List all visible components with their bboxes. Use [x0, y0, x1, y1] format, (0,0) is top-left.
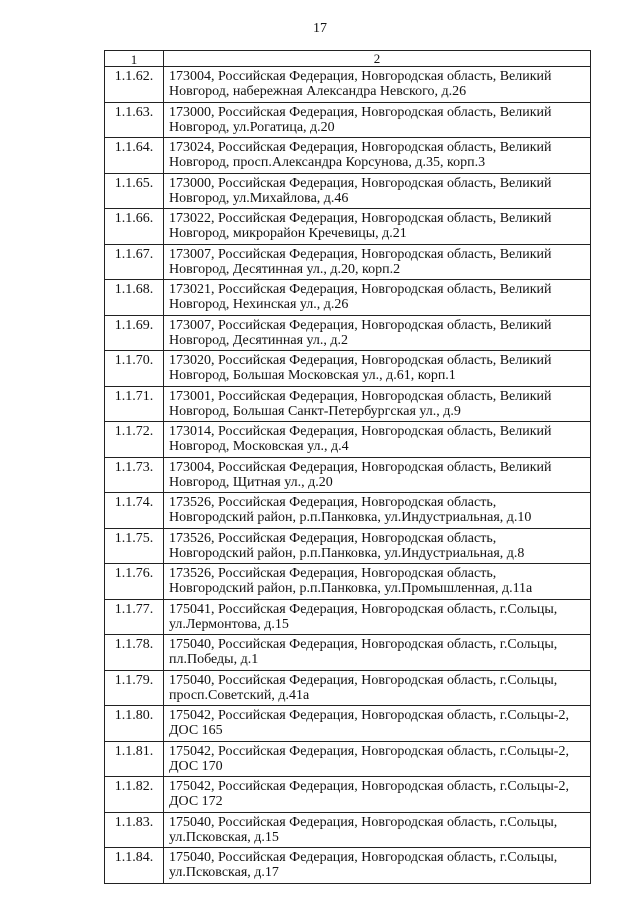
address-cell [164, 670, 591, 706]
table-row [105, 670, 591, 706]
address-line-1: 173022, Российская Федерация, Новгородская область, Великий [169, 211, 552, 226]
address-line-1: 175040, Российская Федерация, Новгородская область, г.Сольцы, [169, 637, 558, 652]
address-line-1: 175042, Российская Федерация, Новгородская область, г.Сольцы-2, [169, 743, 569, 759]
address-cell [164, 173, 591, 209]
table-header-row [105, 51, 591, 67]
address-cell [164, 386, 591, 422]
row-number: 1.1.75. [105, 528, 164, 564]
row-number: 1.1.78. [105, 635, 164, 671]
address-cell [164, 209, 591, 245]
address-line-1: 173014, Российская Федерация, Новгородская область, Великий [169, 424, 552, 439]
address-cell [164, 244, 591, 280]
address-line-2: Новгородский район, р.п.Панковка, ул.Индустриальная, д.10 [169, 510, 532, 525]
address-cell [164, 102, 591, 138]
address-line-2: Новгородский район, р.п.Панковка, ул.Индустриальная, д.8 [169, 545, 525, 561]
address-cell [164, 67, 591, 103]
row-number: 1.1.74. [105, 493, 164, 529]
row-number: 1.1.80. [105, 706, 164, 742]
address-cell [164, 848, 591, 884]
address-cell [164, 138, 591, 174]
address-line-2: Новгород, Большая Московская ул., д.61, корп.1 [169, 368, 456, 383]
column-header-number: 1 [105, 51, 164, 67]
address-line-2: ул.Лермонтова, д.15 [169, 616, 289, 632]
address-cell [164, 528, 591, 564]
row-number: 1.1.66. [105, 209, 164, 245]
row-number: 1.1.63. [105, 102, 164, 138]
table-row [105, 386, 591, 422]
address-cell [164, 564, 591, 600]
address-line-1: 175041, Российская Федерация, Новгородская область, г.Сольцы, [169, 601, 558, 617]
table-row [105, 209, 591, 245]
row-number: 1.1.79. [105, 670, 164, 706]
table-row [105, 528, 591, 564]
address-cell [164, 493, 591, 529]
address-cell [164, 351, 591, 387]
row-number: 1.1.77. [105, 599, 164, 635]
address-line-1: 173007, Российская Федерация, Новгородская область, Великий [169, 246, 552, 262]
table-row [105, 457, 591, 493]
address-cell [164, 457, 591, 493]
table-row [105, 812, 591, 848]
address-line-2: ДОС 170 [169, 758, 223, 774]
table-row [105, 351, 591, 387]
row-number: 1.1.65. [105, 173, 164, 209]
row-number: 1.1.81. [105, 741, 164, 777]
table-row [105, 741, 591, 777]
row-number: 1.1.72. [105, 422, 164, 458]
row-number: 1.1.70. [105, 351, 164, 387]
table-row [105, 138, 591, 174]
address-line-2: ДОС 165 [169, 723, 223, 738]
address-line-1: 173004, Российская Федерация, Новгородская область, Великий [169, 69, 552, 84]
address-line-1: 173000, Российская Федерация, Новгородская область, Великий [169, 104, 552, 120]
address-line-2: ДОС 172 [169, 794, 223, 809]
address-cell [164, 635, 591, 671]
table-row [105, 706, 591, 742]
table-row [105, 244, 591, 280]
address-line-1: 175040, Российская Федерация, Новгородская область, г.Сольцы, [169, 814, 558, 830]
address-line-2: Новгород, Десятинная ул., д.2 [169, 332, 349, 348]
address-line-1: 173526, Российская Федерация, Новгородская область, [169, 530, 497, 546]
page-number: 17 [313, 21, 327, 36]
table-row [105, 315, 591, 351]
table-row [105, 493, 591, 529]
table-row [105, 599, 591, 635]
row-number: 1.1.71. [105, 386, 164, 422]
address-line-2: Новгородский район, р.п.Панковка, ул.Промышленная, д.11а [169, 581, 533, 596]
table-row [105, 102, 591, 138]
address-line-1: 173004, Российская Федерация, Новгородская область, Великий [169, 459, 552, 475]
address-line-1: 173007, Российская Федерация, Новгородская область, Великий [169, 317, 552, 333]
address-line-2: просп.Советский, д.41а [169, 687, 310, 703]
address-line-1: 173024, Российская Федерация, Новгородская область, Великий [169, 140, 552, 155]
address-cell [164, 741, 591, 777]
address-cell [164, 812, 591, 848]
table-row [105, 848, 591, 884]
address-line-1: 173526, Российская Федерация, Новгородская область, [169, 566, 497, 581]
table-row [105, 564, 591, 600]
address-cell [164, 706, 591, 742]
address-line-1: 173020, Российская Федерация, Новгородская область, Великий [169, 353, 552, 368]
table-row [105, 422, 591, 458]
row-number: 1.1.68. [105, 280, 164, 316]
address-cell [164, 315, 591, 351]
address-table [104, 50, 591, 884]
address-line-2: Новгород, ул.Рогатица, д.20 [169, 119, 335, 135]
address-line-1: 175040, Российская Федерация, Новгородская область, г.Сольцы, [169, 672, 558, 688]
address-line-2: Новгород, Московская ул., д.4 [169, 439, 349, 454]
row-number: 1.1.62. [105, 67, 164, 103]
row-number: 1.1.73. [105, 457, 164, 493]
row-number: 1.1.69. [105, 315, 164, 351]
row-number: 1.1.67. [105, 244, 164, 280]
address-line-2: Новгород, Десятинная ул., д.20, корп.2 [169, 261, 401, 277]
table-row [105, 280, 591, 316]
address-line-2: Новгород, микрорайон Кречевицы, д.21 [169, 226, 407, 241]
address-line-2: ул.Псковская, д.15 [169, 829, 279, 845]
table-row [105, 635, 591, 671]
address-line-1: 175042, Российская Федерация, Новгородская область, г.Сольцы-2, [169, 708, 569, 723]
row-number: 1.1.82. [105, 777, 164, 813]
row-number: 1.1.83. [105, 812, 164, 848]
row-number: 1.1.84. [105, 848, 164, 884]
row-number: 1.1.64. [105, 138, 164, 174]
address-line-1: 173021, Российская Федерация, Новгородская область, Великий [169, 282, 552, 297]
address-line-2: Новгород, Нехинская ул., д.26 [169, 297, 349, 312]
table-body [105, 51, 591, 884]
address-cell [164, 777, 591, 813]
address-line-1: 173000, Российская Федерация, Новгородская область, Великий [169, 175, 552, 191]
address-line-2: Новгород, Щитная ул., д.20 [169, 474, 333, 490]
address-cell [164, 422, 591, 458]
table-row [105, 777, 591, 813]
address-line-1: 173001, Российская Федерация, Новгородская область, Великий [169, 388, 552, 404]
address-line-2: Новгород, Большая Санкт-Петербургская ул., д.9 [169, 403, 461, 419]
address-line-1: 173526, Российская Федерация, Новгородская область, [169, 495, 497, 510]
address-line-2: ул.Псковская, д.17 [169, 865, 279, 880]
table-row [105, 67, 591, 103]
column-header-address: 2 [164, 51, 591, 67]
address-line-2: пл.Победы, д.1 [169, 652, 259, 667]
address-line-1: 175040, Российская Федерация, Новгородская область, г.Сольцы, [169, 850, 558, 865]
row-number: 1.1.76. [105, 564, 164, 600]
address-cell [164, 280, 591, 316]
address-cell [164, 599, 591, 635]
address-line-1: 175042, Российская Федерация, Новгородская область, г.Сольцы-2, [169, 779, 569, 794]
address-line-2: Новгород, ул.Михайлова, д.46 [169, 190, 349, 206]
address-line-2: Новгород, набережная Александра Невского, д.26 [169, 84, 467, 99]
address-line-2: Новгород, просп.Александра Корсунова, д.35, корп.3 [169, 155, 486, 170]
table-row [105, 173, 591, 209]
